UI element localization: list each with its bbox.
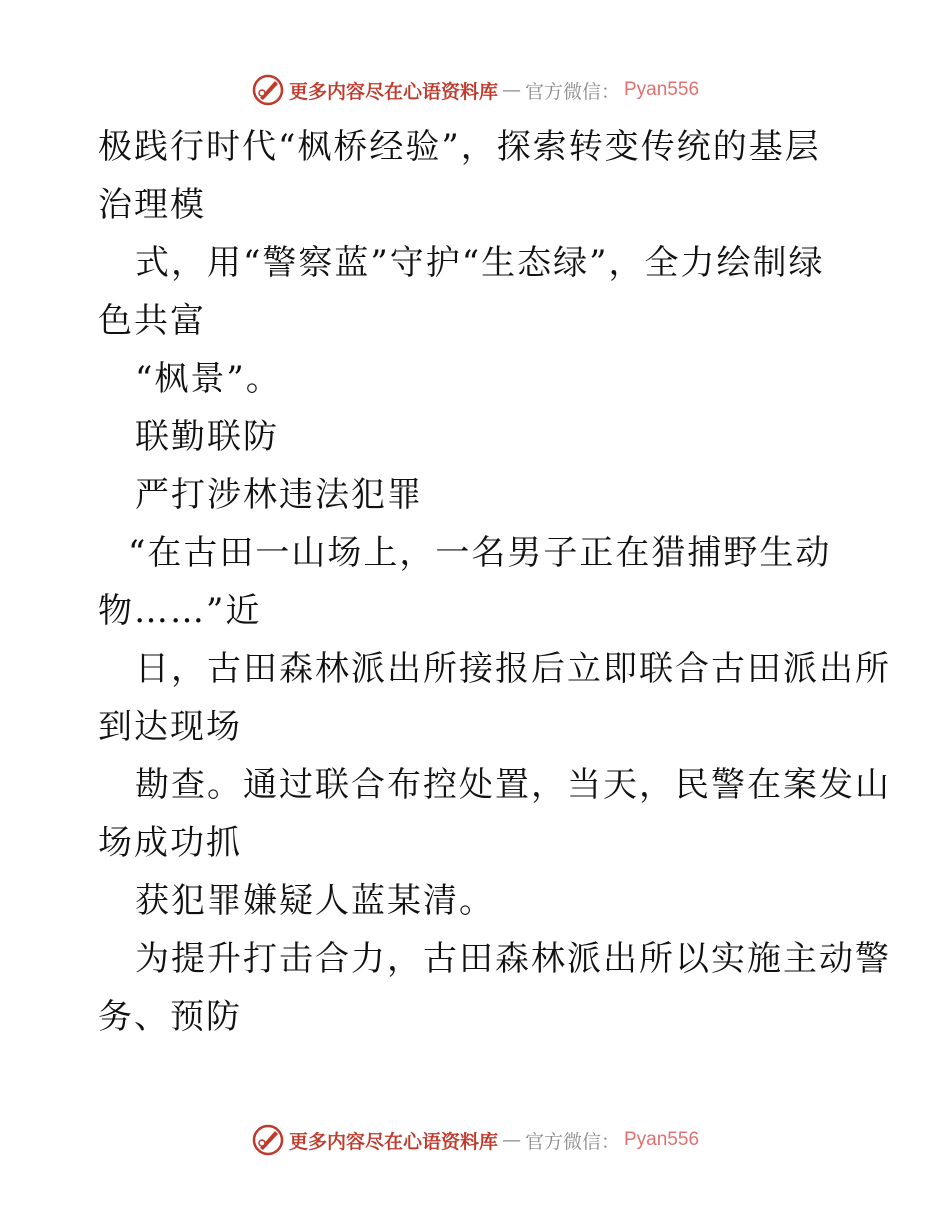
- section-heading: 联勤联防: [135, 417, 279, 457]
- body-line: 务、预防: [98, 997, 242, 1037]
- footer-official-label: 官方微信：: [524, 1130, 620, 1153]
- body-line: “在古田一山场上，一名男子正在猎捕野生动: [128, 533, 832, 573]
- body-line: 获犯罪嫌疑人蓝某清。: [135, 881, 495, 921]
- quill-pen-logo-icon: [251, 73, 285, 107]
- body-line: 极践行时代“枫桥经验”，探索转变传统的基层: [98, 127, 821, 167]
- footer-wechat-id: Pyan556: [624, 1129, 700, 1150]
- body-line: 勘查。通过联合布控处置，当天，民警在案发山: [135, 765, 891, 805]
- body-line: 式，用“警察蓝”守护“生态绿”，全力绘制绿: [135, 243, 825, 283]
- body-line: 为提升打击合力，古田森林派出所以实施主动警: [135, 939, 891, 979]
- page-footer: [0, 1120, 950, 1160]
- header-brand-text: 更多内容尽在心语资料库: [288, 80, 498, 103]
- body-line: 到达现场: [98, 707, 242, 747]
- section-subheading: 严打涉林违法犯罪: [135, 475, 423, 515]
- body-line: 物……”近: [98, 591, 262, 631]
- header-official-label: 官方微信：: [524, 80, 620, 103]
- footer-separator: —: [501, 1129, 521, 1151]
- quill-pen-logo-icon: [251, 1123, 285, 1157]
- header-separator: —: [501, 79, 521, 101]
- body-line: 治理模: [98, 185, 206, 225]
- header-wechat-id: Pyan556: [624, 79, 700, 100]
- page-header: [0, 70, 950, 110]
- body-line: 色共富: [98, 301, 206, 341]
- body-line: 日，古田森林派出所接报后立即联合古田派出所: [135, 649, 891, 689]
- document-body: [98, 118, 891, 1046]
- body-line: 场成功抓: [98, 823, 242, 863]
- body-line: “枫景”。: [135, 359, 282, 399]
- footer-banner: [251, 1123, 699, 1157]
- footer-brand-text: 更多内容尽在心语资料库: [288, 1130, 498, 1153]
- header-banner: [251, 73, 699, 107]
